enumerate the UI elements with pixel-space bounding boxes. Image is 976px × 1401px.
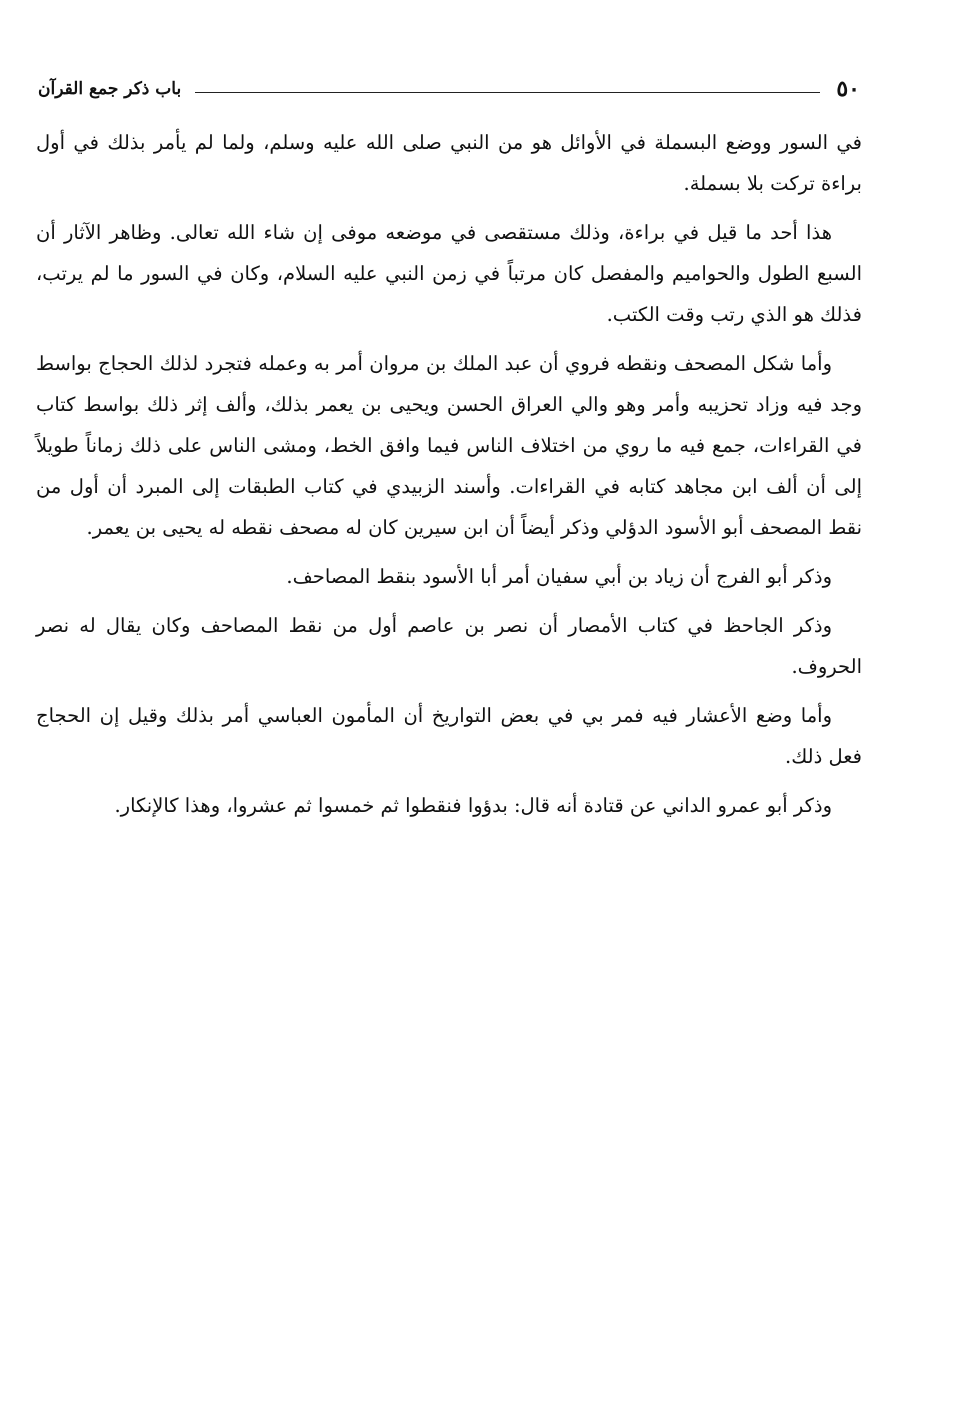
paragraph: وأما وضع الأعشار فيه فمر بي في بعض التواريخ أن المأمون العباسي أمر بذلك وقيل إن الحجاج فعل ذلك. <box>36 704 862 768</box>
paragraph: هذا أحد ما قيل في براءة، وذلك مستقصى في موضعه موفى إن شاء الله تعالى. وظاهر الآثار أن السبع الطول والحواميم والمفصل كان مرتباً في زمن النبي عليه السلام، وكان في السور ما لم يرتب، فذلك هو الذي رتب وقت الكتب. <box>36 221 862 326</box>
paragraph: وأما شكل المصحف ونقطه فروي أن عبد الملك بن مروان أمر به وعمله فتجرد لذلك الحجاج بواسط وجد فيه وزاد تحزيبه وأمر وهو والي العراق الحسن ويحيى بن يعمر بذلك، وألف إثر ذلك بواسط كتاب في القراءات، جمع فيه ما روي من اختلاف الناس فيما وافق الخط، ومشى الناس على ذلك زماناً طويلاً إلى أن ألف ابن مجاهد كتابه في القراءات. وأسند الزبيدي في كتاب الطبقات إلى المبرد أن أول من نقط المصحف أبو الأسود الدؤلي وذكر أيضاً أن ابن سيرين كان له مصحف نقطه له يحيى بن يعمر. <box>36 352 862 539</box>
header-rule <box>195 92 820 93</box>
paragraph: وذكر أبو عمرو الداني عن قتادة أنه قال: بدؤوا فنقطوا ثم خمسوا ثم عشروا، وهذا كالإنكار. <box>114 794 832 817</box>
paragraph: وذكر الجاحظ في كتاب الأمصار أن نصر بن عاصم أول من نقط المصاحف وكان يقال له نصر الحروف. <box>36 614 862 678</box>
paragraph: في السور ووضع البسملة في الأوائل هو من النبي صلى الله عليه وسلم، ولما لم يأمر بذلك في أول براءة تركت بلا بسملة. <box>36 131 862 195</box>
body-text <box>36 122 862 834</box>
page-number: ٥٠ <box>836 76 860 102</box>
paragraph: وذكر أبو الفرج أن زياد بن أبي سفيان أمر أبا الأسود بنقط المصاحف. <box>286 565 832 588</box>
running-header <box>38 72 860 106</box>
chapter-title: باب ذكر جمع القرآن <box>38 79 182 99</box>
